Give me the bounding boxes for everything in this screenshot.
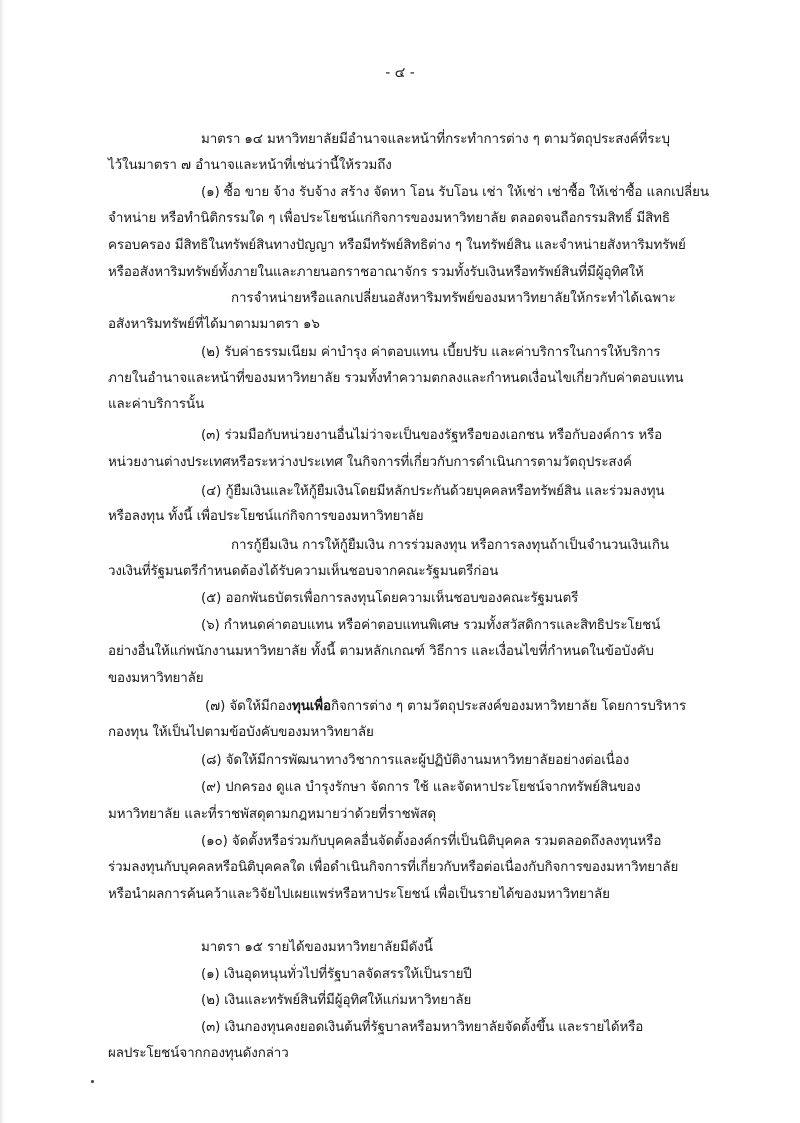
s14-item-1-line-1: (๑) ซื้อ ขาย จ้าง รับจ้าง สร้าง จัดหา โอน รับโอน เช่า ให้เช่า เช่าซื้อ ให้เช่าซื้อ แลกเปลี่ยน bbox=[201, 185, 709, 200]
s14-item-5-line-1: (๕) ออกพันธบัตรเพื่อการลงทุนโดยความเห็นชอบของคณะรัฐมนตรี bbox=[201, 591, 579, 606]
s14-item-1-para-2-line-2: อสังหาริมทรัพย์ที่ได้มาตามมาตรา ๑๖ bbox=[108, 317, 320, 332]
s14-item-7-text-a: (๗) จัดให้มีกอง bbox=[205, 699, 292, 714]
s14-item-1-line-3: ครอบครอง มีสิทธิในทรัพย์สินทางปัญญา หรือมีทรัพย์สิทธิต่าง ๆ ในทรัพย์สิน และจำหน่ายสังหาริมทรัพย์ bbox=[108, 238, 686, 253]
s15-item-3-line-2: ผลประโยชน์จากกองทุนดังกล่าว bbox=[108, 1046, 289, 1061]
s14-item-7-line-1 bbox=[205, 698, 686, 716]
s14-item-1-line-2: จำหน่าย หรือทำนิติกรรมใด ๆ เพื่อประโยชน์แก่กิจการของมหาวิทยาลัย ตลอดจนถือกรรมสิทธิ์ มีสิทธิ bbox=[108, 211, 670, 226]
s14-item-10-line-3: หรือนำผลการค้นคว้าและวิจัยไปเผยแพร่หรือหาประโยชน์ เพื่อเป็นรายได้ของมหาวิทยาลัย bbox=[108, 887, 610, 902]
s14-item-6-line-1: (๖) กำหนดค่าตอบแทน หรือค่าตอบแทนพิเศษ รวมทั้งสวัสดิการและสิทธิประโยชน์ bbox=[201, 618, 661, 633]
s15-item-2: (๒) เงินและทรัพย์สินที่มีผู้อุทิศให้แก่มหาวิทยาลัย bbox=[201, 993, 472, 1008]
s14-item-7-text-bold: ทุนเพื่อ bbox=[292, 699, 331, 714]
s14-item-1-para-2-line-1: การจำหน่ายหรือแลกเปลี่ยนอสังหาริมทรัพย์ของมหาวิทยาลัยให้กระทำได้เฉพาะ bbox=[231, 291, 676, 306]
section-14-heading-cont: ไว้ในมาตรา ๗ อำนาจและหน้าที่เช่นว่านี้ให้รวมถึง bbox=[108, 158, 392, 173]
s14-item-1-line-4: หรืออสังหาริมทรัพย์ทั้งภายในและภายนอกราชอาณาจักร รวมทั้งรับเงินหรือทรัพย์สินที่มีผู้อุทิศให้ bbox=[108, 265, 644, 280]
s14-item-7-line-2: กองทุน ให้เป็นไปตามข้อบังคับของมหาวิทยาลัย bbox=[108, 725, 374, 740]
s14-item-10-line-1: (๑๐) จัดตั้งหรือร่วมกับบุคคลอื่นจัดตั้งองค์กรที่เป็นนิติบุคคล รวมตลอดถึงลงทุนหรือ bbox=[201, 834, 662, 849]
s14-item-2-line-2: ภายในอำนาจและหน้าที่ของมหาวิทยาลัย รวมทั้งทำความตกลงและกำหนดเงื่อนไขเกี่ยวกับค่าตอบแทน bbox=[108, 371, 684, 386]
s14-item-4-para-2-line-1: การกู้ยืมเงิน การให้กู้ยืมเงิน การร่วมลงทุน หรือการลงทุนถ้าเป็นจำนวนเงินเกิน bbox=[231, 538, 669, 553]
s14-item-6-line-3: ของมหาวิทยาลัย bbox=[108, 671, 204, 686]
scan-speck bbox=[91, 1080, 94, 1083]
s14-item-9-line-1: (๙) ปกครอง ดูแล บำรุงรักษา จัดการ ใช้ และจัดหาประโยชน์จากทรัพย์สินของ bbox=[201, 780, 641, 795]
s14-item-4-para-2-line-2: วงเงินที่รัฐมนตรีกำหนดต้องได้รับความเห็นชอบจากคณะรัฐมนตรีก่อน bbox=[108, 564, 499, 579]
s14-item-10-line-2: ร่วมลงทุนกับบุคคลหรือนิติบุคคลใด เพื่อดำเนินกิจการที่เกี่ยวกับหรือต่อเนื่องกับกิจการของมหาวิทยาลัย bbox=[108, 860, 679, 875]
s14-item-2-line-3: และค่าบริการนั้น bbox=[108, 397, 205, 412]
s14-item-6-line-2: อย่างอื่นให้แก่พนักงานมหาวิทยาลัย ทั้งนี้ ตามหลักเกณฑ์ วิธีการ และเงื่อนไขที่กำหนดในข้อบังคับ bbox=[108, 644, 654, 659]
s14-item-9-line-2: มหาวิทยาลัย และที่ราชพัสดุตามกฎหมายว่าด้วยที่ราชพัสดุ bbox=[108, 807, 437, 822]
s14-item-3-line-1: (๓) ร่วมมือกับหน่วยงานอื่นไม่ว่าจะเป็นของรัฐหรือของเอกชน หรือกับองค์การ หรือ bbox=[201, 428, 663, 443]
s15-item-1: (๑) เงินอุดหนุนทั่วไปที่รัฐบาลจัดสรรให้เป็นรายปี bbox=[201, 967, 472, 982]
section-15-heading: มาตรา ๑๕ รายได้ของมหาวิทยาลัยมีดังนี้ bbox=[201, 940, 433, 955]
s14-item-4-line-2: หรือลงทุน ทั้งนี้ เพื่อประโยชน์แก่กิจการของมหาวิทยาลัย bbox=[108, 509, 424, 524]
s15-item-3-line-1: (๓) เงินกองทุนคงยอดเงินต้นที่รัฐบาลหรือมหาวิทยาลัยจัดตั้งขึ้น และรายได้หรือ bbox=[201, 1020, 644, 1035]
section-14-heading: มาตรา ๑๔ มหาวิทยาลัยมีอำนาจและหน้าที่กระทำการต่าง ๆ ตามวัตถุประสงค์ที่ระบุ bbox=[201, 132, 670, 147]
s14-item-2-line-1: (๒) รับค่าธรรมเนียม ค่าบำรุง ค่าตอบแทน เบี้ยปรับ และค่าบริการในการให้บริการ bbox=[201, 345, 661, 360]
s14-item-3-line-2: หน่วยงานต่างประเทศหรือระหว่างประเทศ ในกิจการที่เกี่ยวกับการดำเนินการตามวัตถุประสงค์ bbox=[108, 455, 632, 470]
s14-item-8-line-1: (๘) จัดให้มีการพัฒนาทางวิชาการและผู้ปฏิบัติงานมหาวิทยาลัยอย่างต่อเนื่อง bbox=[201, 753, 630, 768]
s14-item-4-line-1: (๔) กู้ยืมเงินและให้กู้ยืมเงินโดยมีหลักประกันด้วยบุคคลหรือทรัพย์สิน และร่วมลงทุน bbox=[201, 484, 665, 499]
scan-edge bbox=[0, 0, 4, 1123]
s14-item-7-text-c: กิจการต่าง ๆ ตามวัตถุประสงค์ของมหาวิทยาลัย โดยการบริหาร bbox=[330, 699, 687, 714]
page-number: - ๔ - bbox=[385, 65, 415, 81]
